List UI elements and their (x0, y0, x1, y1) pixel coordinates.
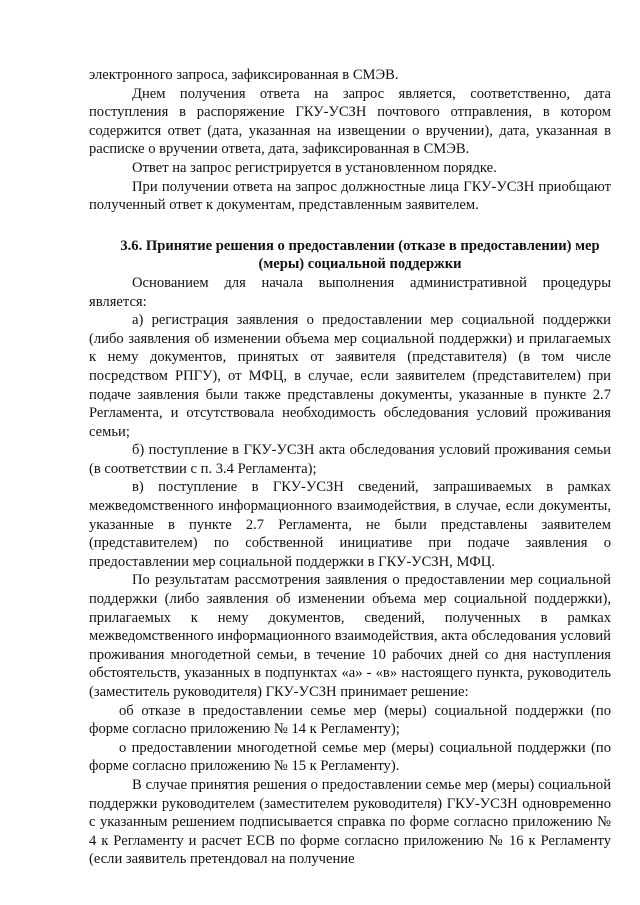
paragraph-item-a: а) регистрация заявления о предоставлении мер социальной поддержки (либо заявления об изменении объема мер социальной поддержки) и прилагаемых к нему документов, принятых от заявителя (представителя) (в том числе посредством РПГУ), от МФЦ, в случае, если заявителем (представителем) при подаче заявления были также представлены документы, указанные в пункте 2.7 Регламента, и отсутствовала необходимость обследования условий проживания семьи; (89, 312, 611, 440)
section-spacer (89, 215, 611, 237)
paragraph-grant-consequences: В случае принятия решения о предоставлении семье мер (меры) социальной поддержки руководителем (заместителем руководителя) ГКУ-УСЗН одновременно с указанным решением подписывается справка по форме согласно приложению № 4 к Регламенту и расчет ЕСВ по форме согласно приложению № 16 к Регламенту (если заявитель претендовал на получение (89, 776, 611, 868)
paragraph-decision-grant: о предоставлении многодетной семье мер (меры) социальной поддержки (по форме согласно приложению № 15 к Регламенту). (89, 739, 611, 775)
paragraph-registration: Ответ на запрос регистрируется в установленном порядке. (132, 159, 497, 176)
paragraph-review-results: По результатам рассмотрения заявления о предоставлении мер социальной поддержки (либо заявления об изменении объема мер социальной поддержки), прилагаемых к нему документов, сведений, полученных в рамках межведомственного информационного взаимодействия, акта обследования условий проживания многодетной семьи, в течение 10 рабочих дней со дня наступления обстоятельств, указанных в подпунктах «а» - «в» настоящего пункта, руководитель (заместитель руководителя) ГКУ-УСЗН принимает решение: (89, 572, 611, 700)
paragraph-response-date: Днем получения ответа на запрос является, соответственно, дата поступления в распоряжение ГКУ-УСЗН почтового отправления, в котором содержится ответ (дата, указанная на извещении о вручении), дата, указанная в расписке о вручении ответа, дата, зафиксированная в СМЭВ. (89, 85, 611, 158)
paragraph-decision-refusal: об отказе в предоставлении семье мер (меры) социальной поддержки (по форме согласно приложению № 14 к Регламенту); (89, 702, 611, 738)
document-page (89, 66, 611, 869)
paragraph-continuation: электронного запроса, зафиксированная в СМЭВ. (89, 67, 399, 83)
paragraph-item-b: б) поступление в ГКУ-УСЗН акта обследования условий проживания семьи (в соответствии с п. 3.4 Регламента); (89, 442, 611, 477)
paragraph-item-c: в) поступление в ГКУ-УСЗН сведений, запрашиваемых в рамках межведомственного информационного взаимодействия, в случае, если документы, указанные в пункте 2.7 Регламента, не были представлены заявителем (представителем) по собственной инициативе при подаче заявления о предоставлении мер социальной поддержки в ГКУ-УСЗН, МФЦ. (89, 479, 611, 570)
paragraph-attach-response: При получении ответа на запрос должностные лица ГКУ-УСЗН приобщают полученный ответ к документам, представленным заявителем. (89, 178, 611, 214)
section-heading: 3.6. Принятие решения о предоставлении (отказе в предоставлении) мер (меры) социальной поддержки (120, 237, 600, 273)
paragraph-basis: Основанием для начала выполнения административной процедуры является: (89, 274, 611, 310)
